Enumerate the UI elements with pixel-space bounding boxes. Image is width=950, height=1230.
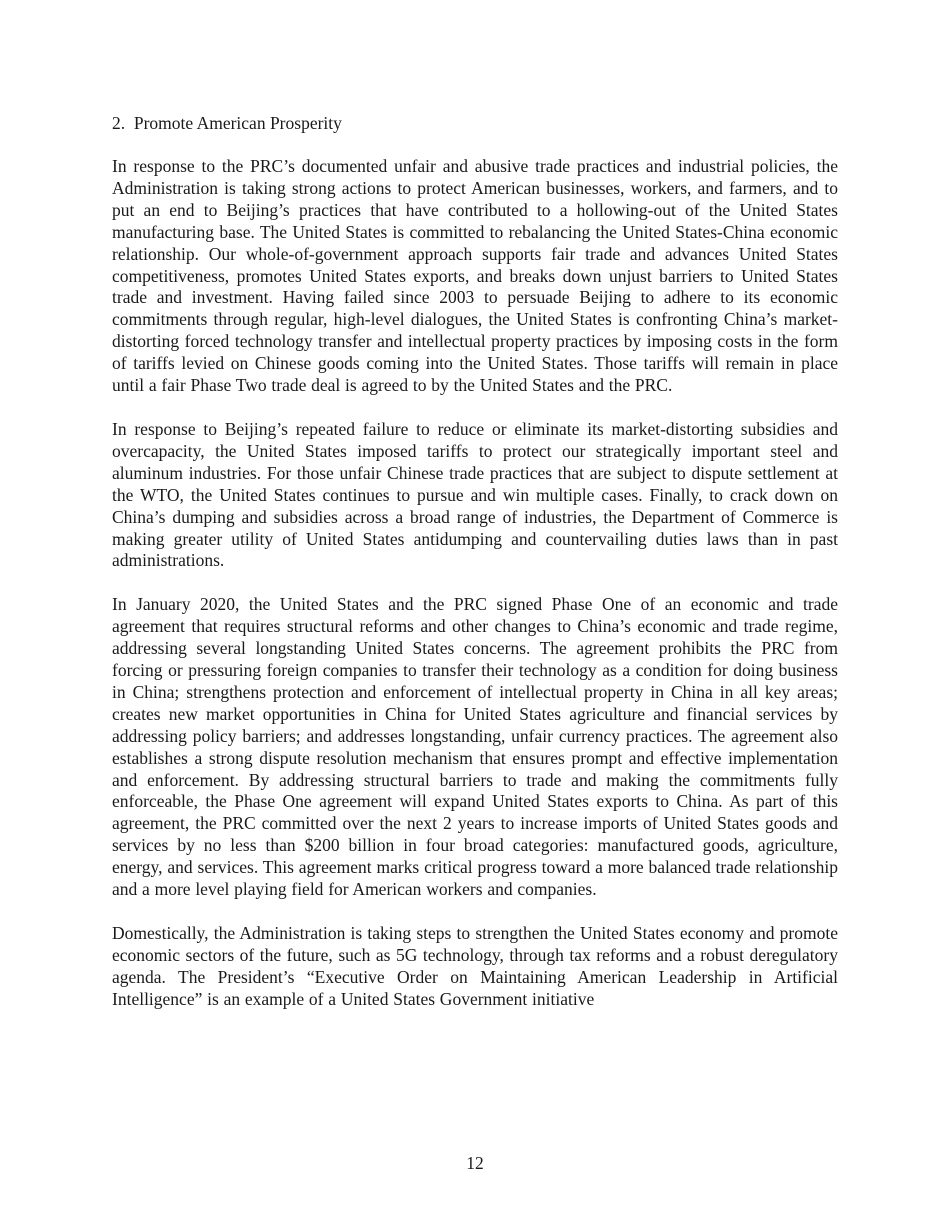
page-number: 12 <box>466 1153 484 1173</box>
paragraph-steel-aluminum-tariffs: In response to Beijing’s repeated failure to reduce or eliminate its market-distorting subsidies and overcapacity, the United States imposed tariffs to protect our strategically important steel and aluminum industries. For those unfair Chinese trade practices that are subject to dispute settlement at the WTO, the United States continues to pursue and win multiple cases. Finally, to crack down on China’s dumping and subsidies across a broad range of industries, the Department of Commerce is making greater utility of United States antidumping and countervailing duties laws than in past administrations. <box>112 418 838 571</box>
paragraph-phase-one-agreement: In January 2020, the United States and the PRC signed Phase One of an economic and trade agreement that requires structural reforms and other changes to China’s economic and trade regime, addressing several longstanding United States concerns. The agreement prohibits the PRC from forcing or pressuring foreign companies to transfer their technology as a condition for doing business in China; strengthens protection and enforcement of intellectual property in China in all key areas; creates new market opportunities in China for United States agriculture and financial services by addressing policy barriers; and addresses longstanding, unfair currency practices. The agreement also establishes a strong dispute resolution mechanism that ensures prompt and effective implementation and enforcement. By addressing structural barriers to trade and making the commitments fully enforceable, the Phase One agreement will expand United States exports to China. As part of this agreement, the PRC committed over the next 2 years to increase imports of United States goods and services by no less than $200 billion in four broad categories: manufactured goods, agriculture, energy, and services. This agreement marks critical progress toward a more balanced trade relationship and a more level playing field for American workers and companies. <box>112 594 838 900</box>
page-body <box>112 112 838 1033</box>
paragraph-domestic-economy: Domestically, the Administration is taking steps to strengthen the United States economy and promote economic sectors of the future, such as 5G technology, through tax reforms and a robust deregulatory agenda. The President’s “Executive Order on Maintaining American Leadership in Artificial Intelligence” is an example of a United States Government initiative <box>112 923 838 1009</box>
section-heading: 2. Promote American Prosperity <box>112 113 342 133</box>
paragraph-trade-practices: In response to the PRC’s documented unfair and abusive trade practices and industrial policies, the Administration is taking strong actions to protect American businesses, workers, and farmers, and to put an end to Beijing’s practices that have contributed to a hollowing-out of the United States manufacturing base. The United States is committed to rebalancing the United States-China economic relationship. Our whole-of-government approach supports fair trade and advances United States competitiveness, promotes United States exports, and breaks down unjust barriers to United States trade and investment. Having failed since 2003 to persuade Beijing to adhere to its economic commitments through regular, high-level dialogues, the United States is confronting China’s market-distorting forced technology transfer and intellectual property practices by imposing costs in the form of tariffs levied on Chinese goods coming into the United States. Those tariffs will remain in place until a fair Phase Two trade deal is agreed to by the United States and the PRC. <box>112 156 838 396</box>
